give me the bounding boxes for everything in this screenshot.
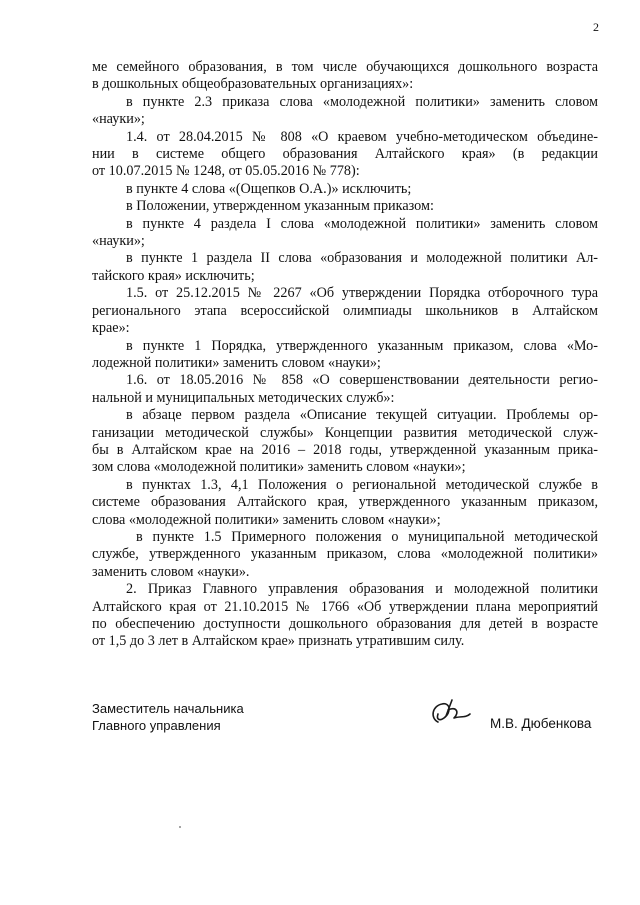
text-line: в пункте 1 Порядка, утвержденного указанным приказом, слова «Мо- [126, 337, 598, 354]
text-line: заменить словом «науки». [92, 563, 250, 580]
page-number: 2 [593, 20, 599, 34]
signer-title-line-2: Главного управления [92, 718, 221, 733]
text-line: системе образования Алтайского края, утвержденного указанным приказом, [92, 494, 598, 511]
text-line: от 10.07.2015 № 1248, от 05.05.2016 № 778): [92, 163, 360, 180]
text-line: слова «молодежной политики» заменить словом «науки»; [92, 511, 441, 528]
text-line: в пункте 2.3 приказа слова «молодежной политики» заменить словом [126, 93, 598, 110]
text-line: бы в Алтайском крае на 2016 – 2018 годы, утвержденной указанным прика- [92, 441, 598, 458]
signer-name: М.В. Дюбенкова [490, 716, 592, 731]
text-line: ме семейного образования, в том числе обучающихся дошкольного возраста [92, 59, 598, 75]
signature-block [92, 700, 602, 760]
text-line: крае»: [92, 320, 130, 337]
text-line: 1.4. от 28.04.2015 № 808 «О краевом учебно-методическом объедине- [126, 128, 598, 145]
text-line: нии в системе общего образования Алтайского края» (в редакции [92, 146, 598, 163]
text-line: 1.6. от 18.05.2016 № 858 «О совершенствовании деятельности регио- [126, 372, 598, 389]
scan-speck [179, 826, 181, 828]
text-line: нальной и муниципальных методических служб»: [92, 389, 395, 406]
signer-title-line-1: Заместитель начальника [92, 701, 244, 716]
text-line: в дошкольных общеобразовательных организациях»: [92, 76, 414, 93]
text-line: 2. Приказ Главного управления образования и молодежной политики [126, 581, 598, 598]
text-line: в Положении, утвержденном указанным приказом: [126, 198, 434, 215]
text-line: лодежной политики» заменить словом «науки»; [92, 354, 381, 371]
handwritten-signature [426, 696, 472, 732]
text-line: «науки»; [92, 233, 145, 250]
text-line: службе, утвержденного указанным приказом, слова «молодежной политики» [92, 546, 598, 563]
text-line: в абзаце первом раздела «Описание текущей ситуации. Проблемы ор- [126, 407, 598, 424]
document-body [92, 59, 598, 651]
text-line: тайского края» исключить; [92, 267, 255, 284]
signer-title [92, 700, 244, 734]
text-line: от 1,5 до 3 лет в Алтайском крае» признать утратившим силу. [92, 633, 465, 650]
text-line: 1.5. от 25.12.2015 № 2267 «Об утверждении Порядка отборочного тура [126, 285, 598, 302]
text-line: зом слова «молодежной политики» заменить словом «науки»; [92, 459, 466, 476]
text-line: регионального этапа всероссийской олимпиады школьников в Алтайском [92, 302, 598, 319]
text-line: Алтайского края от 21.10.2015 № 1766 «Об утверждении плана мероприятий [92, 598, 598, 615]
text-line: в пункте 4 раздела I слова «молодежной политики» заменить словом [126, 215, 598, 232]
text-line: по обеспечению доступности дошкольного образования для детей в возрасте [92, 616, 598, 632]
text-line: в пункте 4 слова «(Ощепков О.А.)» исключить; [126, 180, 412, 197]
text-line: в пункте 1.5 Примерного положения о муниципальной методической [136, 528, 598, 545]
text-line: в пунктах 1.3, 4,1 Положения о региональной методической службе в [126, 476, 598, 493]
text-line: в пункте 1 раздела II слова «образования и молодежной политики Ал- [126, 250, 598, 267]
text-line: ганизации методической службы» Концепции развития методической служ- [92, 424, 598, 441]
text-line: «науки»; [92, 111, 145, 128]
